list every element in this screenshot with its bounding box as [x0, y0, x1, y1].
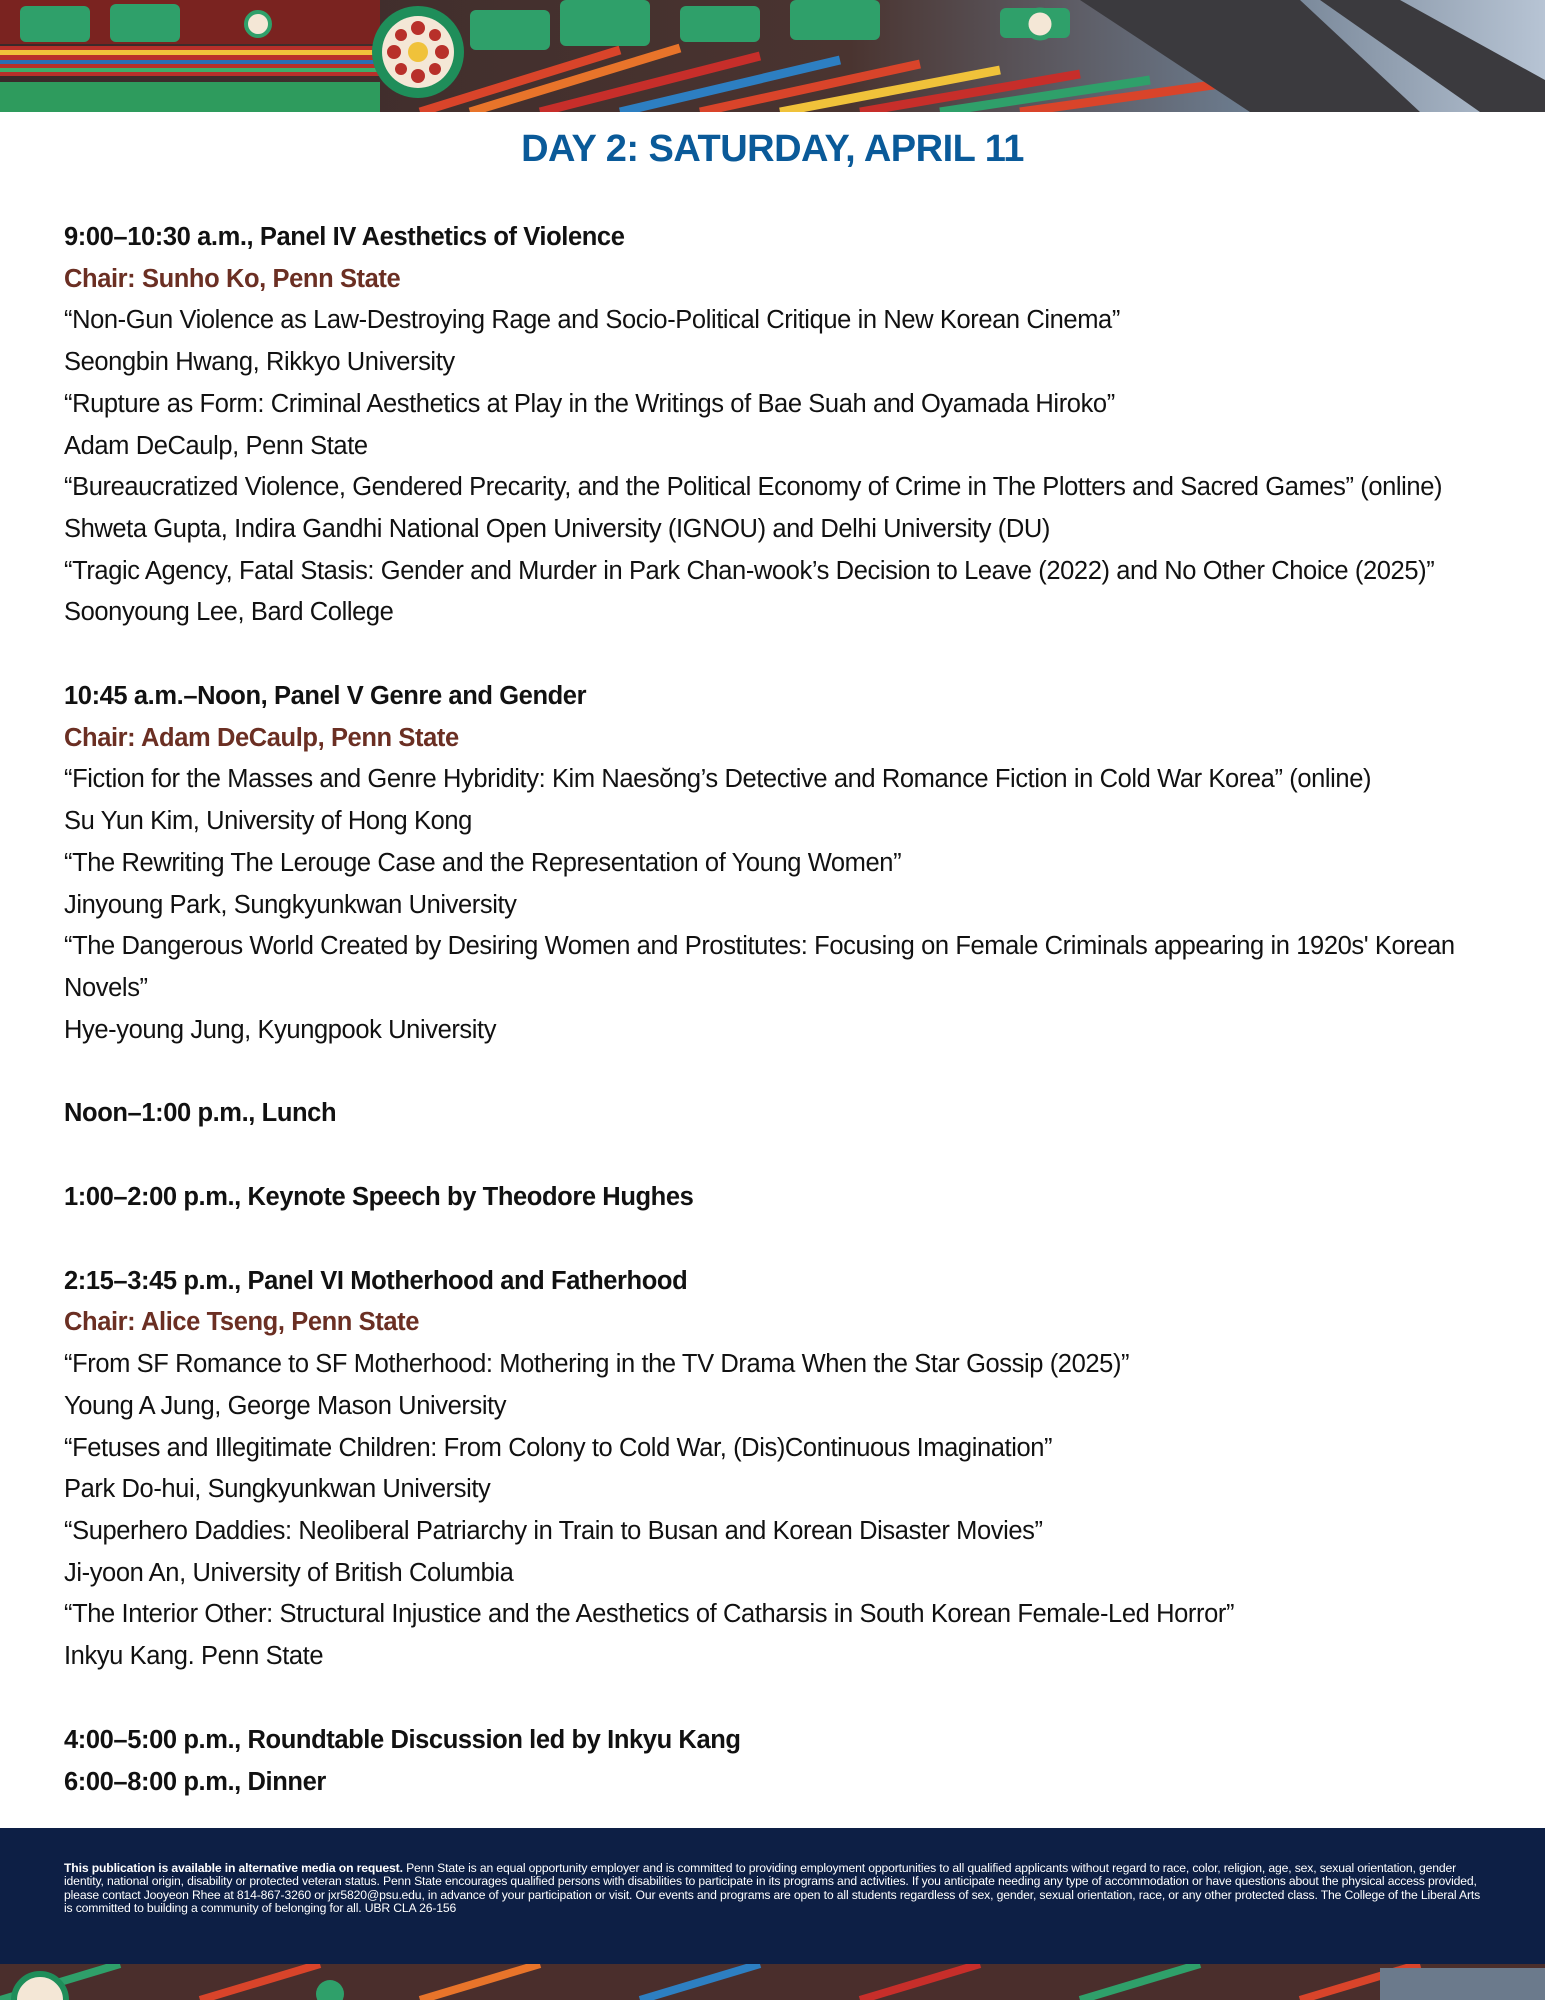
session-chair: Chair: Alice Tseng, Penn State — [64, 1308, 419, 1337]
talk-title: “From SF Romance to SF Motherhood: Mothering in the TV Drama When the Star Gossip (2025)” — [64, 1350, 1130, 1379]
talk-author: Seongbin Hwang, Rikkyo University — [64, 348, 455, 377]
talk-author: Young A Jung, George Mason University — [64, 1391, 507, 1420]
talk-title: “The Rewriting The Lerouge Case and the Representation of Young Women” — [64, 848, 902, 877]
session-roundtable — [64, 1720, 1494, 1762]
session-time: Noon–1:00 p.m., Lunch — [64, 1099, 337, 1128]
talk-title: “The Interior Other: Structural Injustice and the Aesthetics of Catharsis in South Korean Female-Led Horror” — [64, 1600, 1235, 1629]
talk-author: Soonyoung Lee, Bard College — [64, 598, 394, 627]
session-time: 2:15–3:45 p.m., Panel VI Motherhood and Fatherhood — [64, 1266, 688, 1295]
talk-author: Adam DeCaulp, Penn State — [64, 431, 368, 460]
footer — [0, 1828, 1545, 1964]
bottom-banner-image — [0, 1964, 1545, 2000]
session-keynote — [64, 1177, 1494, 1219]
talk-author: Su Yun Kim, University of Hong Kong — [64, 807, 472, 836]
talk-title: “Bureaucratized Violence, Gendered Precarity, and the Political Economy of Crime in The Plotters and Sacred Games” (online) — [64, 473, 1443, 502]
talk-author: Park Do-hui, Sungkyunkwan University — [64, 1475, 491, 1504]
session-time: 1:00–2:00 p.m., Keynote Speech by Theodore Hughes — [64, 1183, 694, 1212]
talk-author: Shweta Gupta, Indira Gandhi National Open University (IGNOU) and Delhi University (DU) — [64, 514, 1050, 543]
session-dinner — [64, 1762, 1494, 1804]
talk-author: Ji-yoon An, University of British Columbia — [64, 1558, 514, 1587]
dancheong-pattern-icon — [0, 1964, 1545, 2000]
footer-body: Penn State is an equal opportunity employer and is committed to providing employment opportunities to all qualified applicants without regard to race, color, religion, age, sex, sexual orientation, gender identity, national origin, disability or protected veteran status. Penn State encourages qualified persons with disabilities to participate in its programs and activities. If you anticipate needing any type of accommodation or have questions about the physical access provided, please contact Jooyeon Rhee at 814-867-3260 or jxr5820@psu.edu, in advance of your participation or visit. Our events and programs are open to all students regardless of sex, gender, sexual orientation, race, or any other protected class. The College of the Liberal Arts is committed to building a community of belonging for all. UBR CLA 26-156 — [64, 1861, 1481, 1916]
talk-title: “Fetuses and Illegitimate Children: From Colony to Cold War, (Dis)Continuous Imagination” — [64, 1433, 1053, 1462]
session-time: 9:00–10:30 a.m., Panel IV Aesthetics of Violence — [64, 223, 625, 251]
footer-disclaimer — [64, 1862, 1482, 1916]
session-panel-v — [64, 676, 1494, 1051]
talk-title: “Fiction for the Masses and Genre Hybridity: Kim Naesŏng’s Detective and Romance Fiction in Cold War Korea” (online) — [64, 765, 1372, 794]
talk-author: Jinyoung Park, Sungkyunkwan University — [64, 890, 517, 919]
session-lunch — [64, 1093, 1494, 1135]
session-chair: Chair: Sunho Ko, Penn State — [64, 264, 401, 293]
session-time: 4:00–5:00 p.m., Roundtable Discussion led by Inkyu Kang — [64, 1725, 741, 1754]
talk-author: Hye-young Jung, Kyungpook University — [64, 1015, 497, 1044]
talk-title: “Tragic Agency, Fatal Stasis: Gender and Murder in Park Chan-wook’s Decision to Leave (2022) and No Other Choice (2025)” — [64, 556, 1435, 585]
session-panel-vi — [64, 1261, 1494, 1678]
session-chair: Chair: Adam DeCaulp, Penn State — [64, 723, 459, 752]
page-title: DAY 2: SATURDAY, APRIL 11 — [521, 128, 1024, 170]
session-time: 10:45 a.m.–Noon, Panel V Genre and Gender — [64, 682, 587, 711]
talk-title: “Non-Gun Violence as Law-Destroying Rage and Socio-Political Critique in New Korean Cinema” — [64, 306, 1120, 335]
talk-title: “The Dangerous World Created by Desiring Women and Prostitutes: Focusing on Female Criminals appearing in 1920s' Korean Novels” — [64, 932, 1455, 1002]
talk-title: “Rupture as Form: Criminal Aesthetics at Play in the Writings of Bae Suah and Oyamada Hiroko” — [64, 389, 1115, 418]
program-content — [64, 112, 1494, 1803]
session-panel-iv — [64, 217, 1494, 634]
talk-author: Inkyu Kang. Penn State — [64, 1642, 324, 1671]
footer-lead: This publication is available in alternative media on request. — [64, 1861, 403, 1875]
schedule-list — [64, 217, 1494, 1803]
talk-title: “Superhero Daddies: Neoliberal Patriarchy in Train to Busan and Korean Disaster Movies” — [64, 1516, 1043, 1545]
session-time: 6:00–8:00 p.m., Dinner — [64, 1767, 326, 1796]
top-banner-image — [0, 0, 1545, 112]
dancheong-pattern-icon — [0, 0, 1545, 112]
